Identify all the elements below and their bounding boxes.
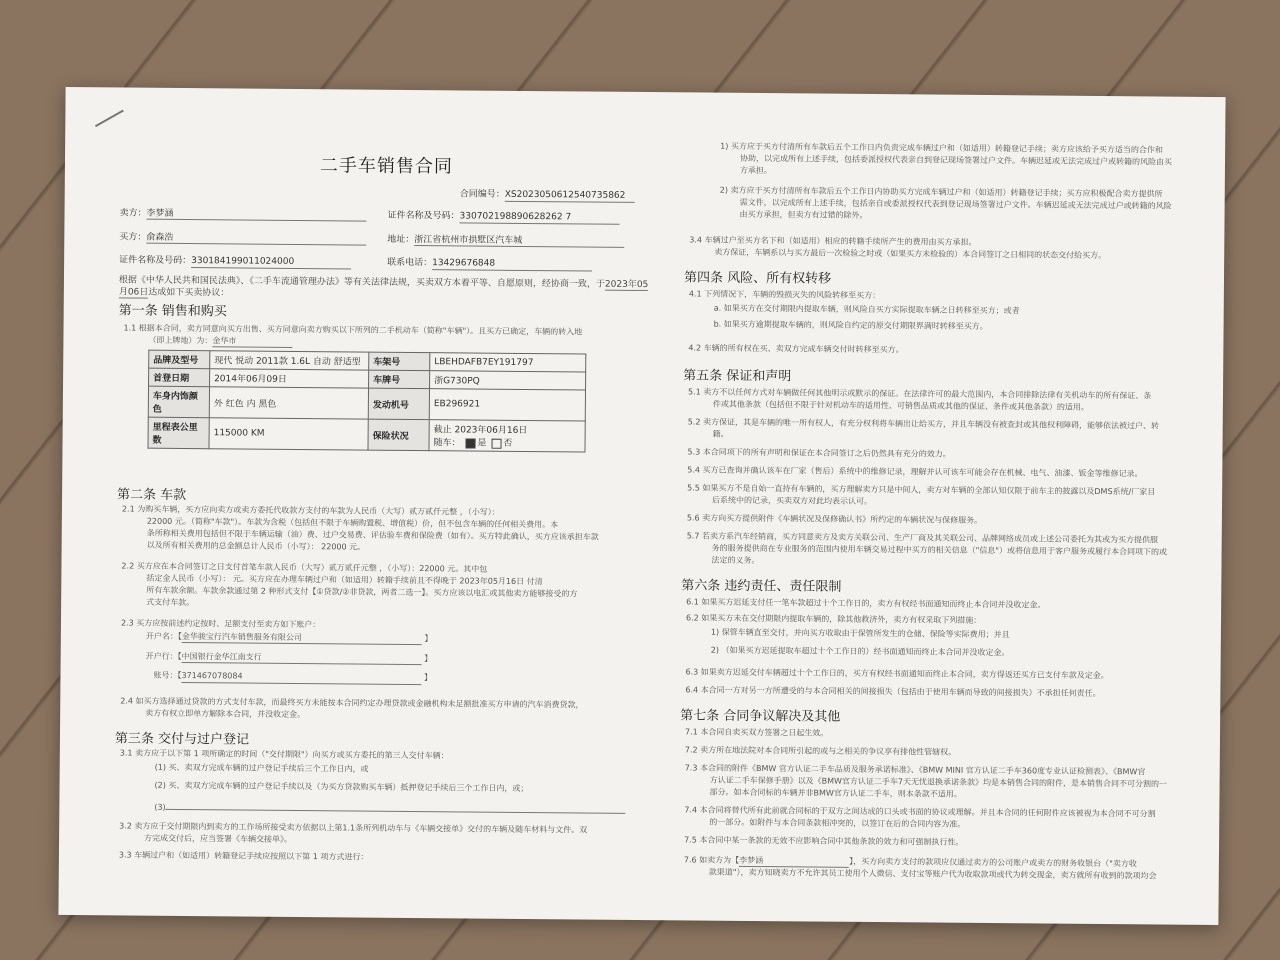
brand-key: 品牌及型号 <box>149 350 210 369</box>
address-label: 地址： <box>387 234 415 246</box>
article-1-title: 第一条 销售和购买 <box>118 303 227 320</box>
clause-3-1-option-1: (1) 买、卖双方完成车辆的过户登记手续后三个工作日内，或 <box>154 762 369 774</box>
seller-id-label: 证件名称及号码： <box>387 210 460 222</box>
clause-2-1: 2.1 为购买车辆，买方应向卖方或卖方委托代收款方支付的车款为人民币（大写）贰万贰仟元整 ，（小写）： <box>121 504 500 517</box>
bank-label: 开户行：【 <box>145 651 182 661</box>
clause-6-2-1: 1) 保管车辆直至交付，并向买方收取由于保管所发生的仓储、保险等实际费用；并且 <box>710 627 1010 640</box>
clause-7-4: 7.4 本合同将替代所有此前就合同标的于双方之间达成的口头或书面的协议或理解。并且本合同的任何附件应该被视为本合同不可分割 <box>684 805 1156 819</box>
clause-7-3-c: 部分。如本合同标的车辆并非BMW官方认证二手车，则本条款不适用。 <box>709 787 962 799</box>
clause-5-5-b: 后系统中的记录，买卖双方对此均表示认可。 <box>712 495 873 507</box>
clause-6-1: 6.1 如果买方迟延支付任一笔车款超过十个工作日的，卖方有权经书面通知而终止本合同并没收定金。 <box>686 597 1046 610</box>
transfer-option-2-b: 需文件，以完成所有上述手续，包括亲自或委派授权代表到登记现场签署过户文件。车辆迟延或无法完成过户或转籍的风险 <box>739 197 1172 211</box>
clause-1-1: 1.1 根据本合同，卖方同意向买方出售、买方同意向卖方购买以下所列的二手机动车（简称"车辆"）。且买方已确定，车辆的转入地 <box>123 323 583 337</box>
clause-2-1-d: 以及所有相关费用的总金额总计人民币（小写）： 22000 元。 <box>146 540 366 552</box>
table-row <box>148 417 585 452</box>
reg-date-key: 首登日期 <box>149 368 210 387</box>
seller-id: 330702198890628262 7 <box>459 211 619 224</box>
clause-5-2: 5.2 卖方保证，其是车辆的唯一所有权人，有充分权利将车辆出让给买方，并且车辆没有被查封或其他权利障碍，能够依法被过户、转 <box>687 417 1160 431</box>
engine-value: EB296921 <box>429 389 585 421</box>
clause-7-4-b: 的一部分。如附件与本合同条款相冲突的，以签订在后的合同内容为准。 <box>709 817 966 829</box>
bank-name: 中国银行金华江南支行 <box>182 651 422 665</box>
clause-3-1: 3.1 卖方应于以下第 1 项所确定的时间（"交付期限"）向买方或买方委托的第三人交付车辆： <box>119 748 449 761</box>
article-2-title: 第二条 车款 <box>117 487 187 504</box>
plate-value: 浙G730PQ <box>430 371 586 390</box>
right-column <box>680 92 1201 881</box>
clause-5-2-b: 籍。 <box>712 429 729 439</box>
clause-6-4: 6.4 本合同一方对另一方所遭受的与本合同相关的间接损失（包括由于使用车辆而导致的间接损失）不承担任何责任。 <box>685 685 1101 699</box>
article-4-title: 第四条 风险、所有权转移 <box>683 270 832 287</box>
contract-no: XS2023050612540735862 <box>505 190 635 203</box>
clause-3-4: 3.4 车辆过户至买方名下和（如适用）相应的转籍手续所产生的费用由买方承担。 <box>689 235 977 247</box>
clause-4-2: 4.2 车辆的所有权在买、卖双方完成车辆交付时转移至买方。 <box>688 343 904 355</box>
color-key: 车身内饰颜色 <box>148 386 209 418</box>
article-5-title: 第五条 保证和声明 <box>683 368 792 385</box>
clause-4-1-a: a. 如果买方在交付期限内提取车辆，则风险自买方实际提取车辆之日转移至买方；或者 <box>713 303 1020 316</box>
vin-key: 车架号 <box>369 352 430 371</box>
clause-5-7-b: 务的服务提供商在专业服务的范围内使用车辆交易过程中买方的相关信息（"信息"）或将信息用于客户服务或履行本合同项下的或 <box>711 543 1168 557</box>
transfer-option-1-b: 协助，以完成所有上述手续，包括委派授权代表亲自到登记现场签署过户文件。车辆迟延或无法完成过户或转籍的风险由买 <box>739 153 1173 167</box>
buyer-label: 买方： <box>119 232 147 243</box>
article-3-title: 第三条 交付与过户登记 <box>114 731 250 748</box>
yes-checkbox[interactable] <box>465 438 475 448</box>
clause-4-1: 4.1 下列情况下，车辆的毁损灭失的风险转移至买方： <box>688 289 881 301</box>
clause-2-1-c: 条所称相关费用包括但不限于车辆运输（油）费、过户交易费、评估验车费和保险费（如有）。买方特此确认，买方应该承担车款 <box>146 528 599 542</box>
insurance-key: 保险状况 <box>368 419 429 451</box>
color-value: 外 红色 内 黑色 <box>209 387 368 419</box>
clause-7-6: 7.6 如卖方为【 <box>683 855 740 865</box>
registration-city: 金华市 <box>212 335 292 348</box>
clause-2-2: 2.2 买方应在本合同签订之日支付首笔车款人民币（大写）贰万贰仟元整 ，（小写）：22000 元。其中包 <box>121 561 488 574</box>
transfer-option-2: 2) 卖方应于买方付清所有车款后五个工作日内协助买方完成车辆过户和（如适用）转籍登记手续；买方应积极配合卖方提供所 <box>719 185 1163 199</box>
clause-5-7: 5.7 若卖方系汽车经销商，买方同意卖方及卖方关联公司、生产厂商及其关联公司、品牌网络成员或上述公司委托为其或为买方提供服 <box>686 531 1159 545</box>
clause-7-1: 7.1 本合同自卖买双方签署之日起生效。 <box>684 727 829 738</box>
buyer-cert: 330184199011024000 <box>191 256 351 269</box>
clause-2-4: 2.4 如买方选择通过贷款的方式支付车款，而最终买方未能按本合同约定办理贷款或金融机构未足额批准买方申请的汽车消费贷款， <box>120 696 584 710</box>
sign-date-day: 月06日 <box>119 284 149 298</box>
clause-3-1-option-2: (2) 买、卖双方完成车辆的过户登记手续以及（为买方贷款购买车辆）抵押登记手续后三个工作日内，或； <box>154 780 529 794</box>
clause-2-2-c: 所有车款余额。车款余款通过第 2 种形式支付【①贷款/②非贷款，两者二选一】。买方应该以电汇或其他卖方能够接受的方 <box>146 585 578 599</box>
clause-2-3: 2.3 买方应按前述约定按时、足额支付至卖方如下账户： <box>120 618 321 630</box>
mileage-key: 里程表公里数 <box>148 417 209 449</box>
phone-label: 联系电话： <box>387 257 433 269</box>
clause-2-2-b: 括定金人民币（小写）： 元。买方应在办理车辆过户和（如适用）转籍手续前且不得晚于 2023年05月16日 付清 <box>146 573 543 587</box>
mileage-value: 115000 KM <box>209 418 368 450</box>
phone: 13429676848 <box>432 258 592 271</box>
intro-text-2: 达成如下买卖协议： <box>148 287 230 299</box>
clause-7-3: 7.3 本合同的附件《BMW 官方认证二手车品质及服务承诺标准》、《BMW MINI 官方认证二手车360度专业认证检测表》、《BMW官 <box>684 763 1146 777</box>
clause-3-3: 3.3 车辆过户和（如适用）转籍登记手续应按照以下第 1 项方式进行： <box>118 850 369 862</box>
clause-2-1-b: 22000 元。（简称"车款"）。车款为含税（包括但不限于车辆购置税、增值税）价，但不包含车辆的任何相关费用。本 <box>146 516 559 530</box>
clause-1-1-b: （即上牌地）为： <box>148 335 213 346</box>
clause-5-5: 5.5 如果买方不是自始一直持有车辆的，买方理解卖方只是中间人，卖方对车辆的全部认知仅限于前车主的披露以及DMS系统/厂家目 <box>687 483 1156 497</box>
pen-mark <box>95 110 124 127</box>
no-label: 否 <box>503 438 513 449</box>
clause-2-2-d: 式支付车款。 <box>146 597 195 608</box>
clause-4-1-b: b. 如果买方逾期提取车辆的，则风险自约定的原交付期限界满时转移至买方。 <box>713 319 988 332</box>
clause-6-2: 6.2 如果买方未在交付期限内提取车辆的，除其他救济外，卖方有权采取下列措施： <box>685 613 982 625</box>
seller-label: 卖方： <box>119 208 147 219</box>
article-7-title: 第七条 合同争议解决及其他 <box>680 708 841 725</box>
transfer-option-2-c: 由买方承担，但卖方有过错的除外。 <box>739 209 868 220</box>
clause-5-7-c: 法定的义务。 <box>711 555 760 566</box>
clause-6-3: 6.3 如果卖方迟延交付车辆超过十个工作日的，买方有权经书面通知而终止本合同，卖方得返还买方已支付车款及定金。 <box>685 667 1109 681</box>
clause-6-2-2: 2) （如果买方迟延提取车超过十个工作日的）经书面通知而终止本合同并没收定金。 <box>710 645 1010 658</box>
option-3-blank <box>166 798 626 814</box>
clause-5-6: 5.6 卖方向买方提供附件《车辆状况及保修确认书》所约定的车辆状况与保修服务。 <box>686 513 983 525</box>
clause-5-4: 5.4 买方已查询并确认该车在厂家（售后）系统中的维修记录，理解并认可该车可能会存在机械、电气、油漆、钣金等维修记录。 <box>687 465 1143 479</box>
account-no-label: 账号：【 <box>153 670 182 680</box>
clause-3-4-b: 卖方保证，车辆系以与买方最后一次检验之时或（如果买方未检验的）本合同签订之日相同的状态交付给买方。 <box>714 247 1107 261</box>
account-name-label: 开户名：【 <box>145 631 182 641</box>
vehicle-table <box>147 350 586 453</box>
vin-value: LBEHDAFB7EY191797 <box>430 353 586 372</box>
yes-label: 是 <box>477 438 487 449</box>
engine-key: 发动机号 <box>368 388 429 420</box>
brand-value: 现代 悦动 2011款 1.6L 自动 舒适型 <box>210 351 369 370</box>
article-6-title: 第六条 违约责任、责任限制 <box>681 578 842 595</box>
account-name: 金华骏宝行汽车销售服务有限公司 <box>182 631 422 645</box>
reg-date-value: 2014年06月09日 <box>210 369 369 388</box>
intro-text: 根据《中华人民共和国民法典》、《二手车流通管理办法》等有关法律法规，买卖双方本着平等、自愿原则，经协商一致，于 <box>118 275 605 290</box>
clause-7-2: 7.2 卖方所在地法院对本合同所引起的或与之相关的争议享有排他性管辖权。 <box>684 745 957 757</box>
transfer-option-1-c: 方承担。 <box>739 165 772 176</box>
transfer-option-1: 1) 买方应于买方付清所有车款后五个工作日内负责完成车辆过户和（如适用）转籍登记手续；卖方应该给予买方适当的合作和 <box>720 141 1163 155</box>
seller-name-7-6: 李梦涵 <box>739 855 849 868</box>
clause-5-1-b: 件或其他条款（包括但不限于针对机动车的适用性、可销售品质或其他的保证、条件或其他条款）的适用。 <box>712 399 1089 412</box>
clause-5-3: 5.3 本合同项下的所有声明和保证在本合同签订之后仍然具有充分的效力。 <box>687 447 951 459</box>
account-no: 371467078084 <box>181 671 421 685</box>
clause-7-3-b: 方认证二手车保修手册》以及《BMW官方认证二手车7天无忧退换承诺条款》均是本销售合同的附件，是本销售合同不可分割的一 <box>709 775 1168 789</box>
insurance-value <box>429 420 585 452</box>
insurance-expiry: 截止 2023年06月16日 <box>433 425 528 436</box>
seller-name: 李梦涵 <box>146 206 366 222</box>
buyer-name: 俞森浩 <box>146 230 366 246</box>
contract-no-label: 合同编号： <box>459 189 505 200</box>
clause-7-6-c: 款渠道"），卖方知晓卖方不允许其员工使用个人微信、支付宝等账户代为收取款项或代为转交现金，卖方就所有收到的款项均会 <box>708 867 1157 881</box>
plate-key: 车牌号 <box>369 370 430 389</box>
clause-3-1-option-3: (3) <box>154 802 166 812</box>
clause-7-5: 7.5 本合同中某一条款的无效不应影响合同中其他条款的效力和可强制执行性。 <box>684 835 964 847</box>
clause-5-1: 5.1 卖方不以任何方式对车辆做任何其他明示或默示的保证。在法律许可的最大范围内，本合同排除法律有关机动车的所有保证、条 <box>687 387 1152 401</box>
no-checkbox[interactable] <box>491 438 501 448</box>
table-row <box>148 386 585 421</box>
sign-date-year: 2023年05 <box>605 277 648 291</box>
contract-title: 二手车销售合同 <box>319 155 454 178</box>
contract-paper <box>58 87 1225 925</box>
clause-2-4-b: 卖方有权立即单方解除本合同，并没收定金。 <box>145 708 306 720</box>
address: 浙江省杭州市拱墅区汽车城 <box>414 232 624 248</box>
left-column: 二手车销售合同 合同编号：XS2023050612540735862 卖方：李梦涵 证件名称及号码：330702198890628262 7 买方：俞森浩 地址：浙江省杭州市拱墅区汽车城 证件名称及号码：330184199011024000 联系电话：13429676848 根据《中华人民共和国民法典》、《二手车流通管理办法》等有关法律法规，买卖双方本着平等、自愿原则，经协商一致，于2023年05 月06日达成如下买卖协议： 第一条 销售和购买 1.1 根据本合同，卖方同意向买方出售、买方同意向卖方购买以下所列的二手机动车（简称"车辆"）。且买方已确定，车辆的转入地 （即上牌地）为：金华市 品牌及型号 现代 悦动 2011款 1.6L 自动 舒适型 车架号 LBEHDAFB7EY191797 首登日期 2014年06月09日 车牌号 浙G730PQ 车身内饰颜色 外 红色 内 黑色 发动机号 EB296921 里程表公里数 115000 KM 保险状况 截止 2023年06月16日 随车： 是 否 第二条 车款 2.1 为购买车辆，买方应向卖方或卖方委托代收款方支付的车款为人民币（大写）贰万贰仟元整 ，（小写）： 22000 元。（简称"车款"）。车款为含税（包括但不限于车辆购置税、增值税）价，但不包含车辆的任何相关费用。本 条所称相关费用包括但不限于车辆运输（油）费、过户交易费、评估验车费和保险费（如有）。买方特此确认，买方应该承担车款 以及所有相关费用的总金额总计人民币（小写）： 22000 元。 2.2 买方应在本合同签订之日支付首笔车款人民币（大写）贰万贰仟元整 ，（小写）：22000 元。其中包 括定金人民币（小写）： 元。买方应在办理车辆过户和（如适用）转籍手续前且不得晚于 2023年05月16日 付清 所有车款余额。车款余款通过第 2 种形式支付【①贷款/②非贷款，两者二选一】。买方应该以电汇或其他卖方能够接受的方 式支付车款。 2.3 买方应按前述约定按时、足额支付至卖方如下账户： 开户名：【金华骏宝行汽车销售服务有限公司 】 开户行：【中国银行金华江南支行 】 账号：【371467078084 】 2.4 如买方选择通过贷款的方式支付车款，而最终买方未能按本合同约定办理贷款或金融机构未足额批准买方申请的汽车消费贷款， 卖方有权立即单方解除本合同，并没收定金。 第三条 交付与过户登记 3.1 卖方应于以下第 1 项所确定的时间（"交付期限"）向买方或买方委托的第三人交付车辆： (1) 买、卖双方完成车辆的过户登记手续后三个工作日内，或 (2) 买、卖双方完成车辆的过户登记手续以及（为买方贷款购买车辆）抵押登记手续后三个工作日内，或； (3) 3.2 卖方应于交付期限内到卖方的工作场所接受卖方依据以上第1.1条所列机动车与《车辆交接单》交付的车辆及随车材料与文件。双 方完成交付后，应当签署《车辆交接单》。 3.3 车辆过户和（如适用）转籍登记手续应按照以下第 1 项方式进行： <box>121 87 681 92</box>
insurance-with-car: 随车： <box>433 438 461 449</box>
clause-7-6-b: 】，买方向卖方支付的款项应仅通过卖方的公司账户或卖方的财务收银台（"卖方收 <box>849 856 1137 869</box>
clause-3-2-b: 方完成交付后，应当签署《车辆交接单》。 <box>144 833 293 844</box>
clause-3-2: 3.2 卖方应于交付期限内到卖方的工作场所接受卖方依据以上第1.1条所列机动车与《车辆交接单》交付的车辆及随车材料与文件。双 <box>119 821 588 835</box>
buyer-cert-label: 证件名称及号码： <box>119 255 192 267</box>
